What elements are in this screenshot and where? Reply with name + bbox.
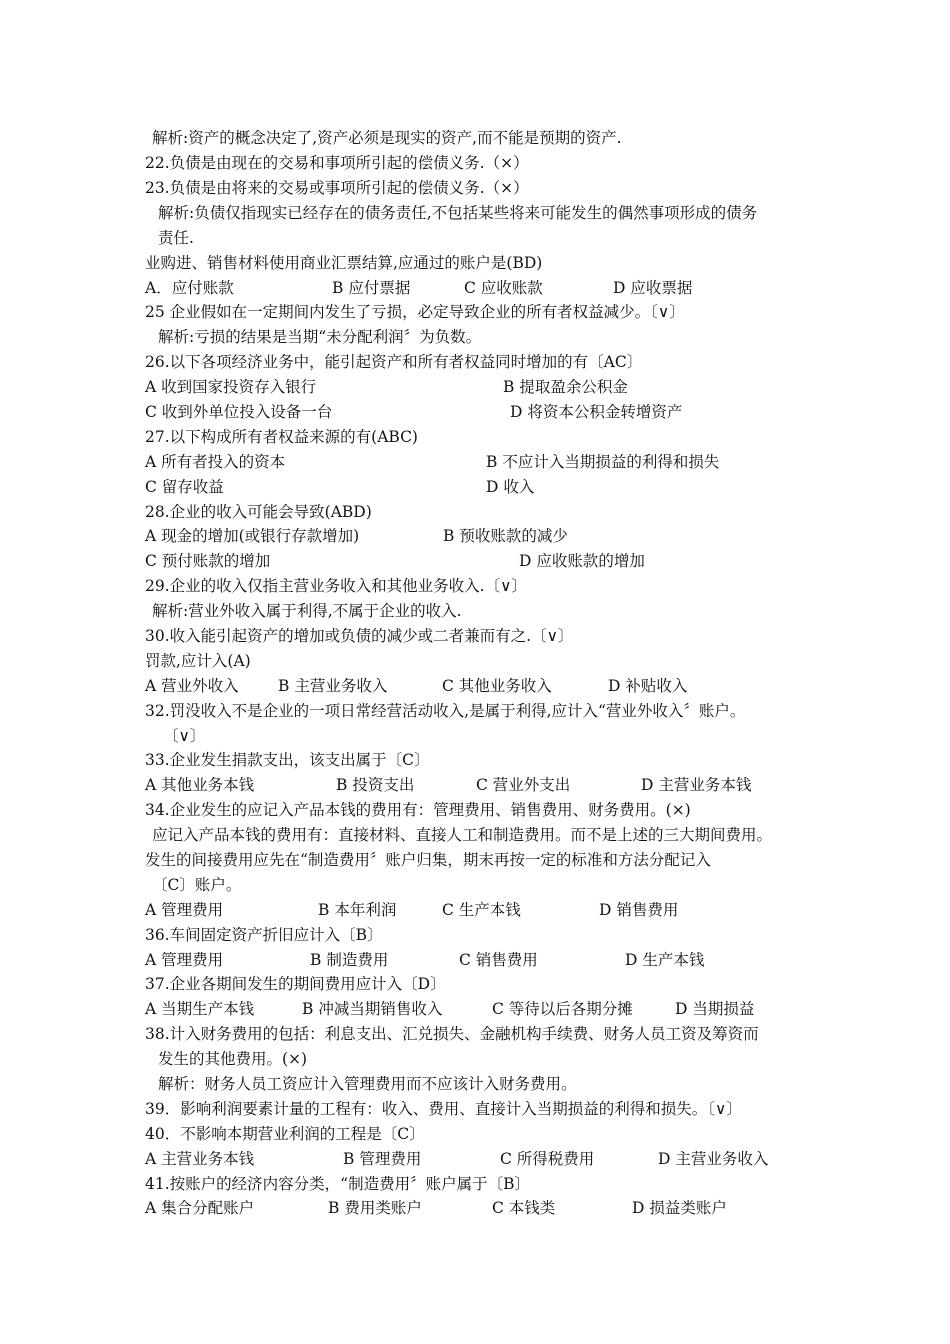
text-line: 28.企业的收入可能会导致(ABD) bbox=[145, 503, 372, 521]
option: A．应付账款 bbox=[145, 279, 234, 297]
option: A 主营业务本钱 bbox=[145, 1150, 255, 1168]
text-line: 发生的间接费用应先在“制造费用〞账户归集，期末再按一定的标准和方法分配记入 bbox=[145, 851, 711, 869]
option: D 收入 bbox=[486, 478, 535, 496]
option: D 补贴收入 bbox=[608, 677, 688, 695]
option: C 本钱类 bbox=[492, 1199, 556, 1217]
option: D 销售费用 bbox=[599, 901, 679, 919]
text-line: 30.收入能引起资产的增加或负债的减少或二者兼而有之.〔∨〕 bbox=[145, 627, 574, 645]
option: A 当期生产本钱 bbox=[145, 1000, 255, 1018]
option: B 费用类账户 bbox=[328, 1199, 422, 1217]
text-line: 38.计入财务费用的包括：利息支出、汇兑损失、金融机构手续费、财务人员工资及筹资而 bbox=[145, 1025, 759, 1043]
option: B 投资支出 bbox=[336, 776, 415, 794]
option: C 销售费用 bbox=[459, 951, 538, 969]
option: C 等待以后各期分摊 bbox=[492, 1000, 633, 1018]
text-line: 〔C〕账户。 bbox=[152, 876, 242, 894]
text-line: 罚款,应计入(A) bbox=[145, 652, 251, 670]
text-line: 41.按账户的经济内容分类，“制造费用〞账户属于〔B〕 bbox=[145, 1175, 530, 1193]
text-line: 36.车间固定资产折旧应计入〔B〕 bbox=[145, 926, 383, 944]
text-line: 26.以下各项经济业务中，能引起资产和所有者权益同时增加的有〔AC〕 bbox=[145, 353, 643, 371]
option: B 制造费用 bbox=[310, 951, 389, 969]
text-line: 34.企业发生的应记入产品本钱的费用有：管理费用、销售费用、财务费用。(×) bbox=[145, 801, 691, 819]
text-line: 〔∨〕 bbox=[163, 727, 206, 745]
option: B 管理费用 bbox=[343, 1150, 422, 1168]
option: D 应收账款的增加 bbox=[519, 552, 645, 570]
option: C 生产本钱 bbox=[442, 901, 521, 919]
option: A 管理费用 bbox=[145, 901, 224, 919]
option: A 集合分配账户 bbox=[145, 1199, 255, 1217]
option: B 主营业务收入 bbox=[278, 677, 388, 695]
option: A 收到国家投资存入银行 bbox=[145, 378, 317, 396]
option: A 其他业务本钱 bbox=[145, 776, 255, 794]
option: A 现金的增加(或银行存款增加) bbox=[145, 527, 360, 545]
text-line: 32.罚没收入不是企业的一项日常经营活动收入,是属于利得,应计入“营业外收入〞账户。 bbox=[145, 702, 746, 720]
option: C 所得税费用 bbox=[500, 1150, 595, 1168]
text-line: 27.以下构成所有者权益来源的有(ABC) bbox=[145, 428, 418, 446]
text-line: 解析:负债仅指现实已经存在的债务责任,不包括某些将来可能发生的偶然事项形成的债务 bbox=[158, 204, 758, 222]
text-line: 解析:营业外收入属于利得,不属于企业的收入. bbox=[152, 602, 462, 620]
option: D 应收票据 bbox=[613, 279, 693, 297]
option: B 不应计入当期损益的利得和损失 bbox=[486, 453, 720, 471]
option: D 当期损益 bbox=[675, 1000, 755, 1018]
text-line: 应记入产品本钱的费用有：直接材料、直接人工和制造费用。而不是上述的三大期间费用。 bbox=[152, 826, 773, 844]
option: C 收到外单位投入设备一台 bbox=[145, 403, 333, 421]
option: A 管理费用 bbox=[145, 951, 224, 969]
text-line: 业购进、销售材料使用商业汇票结算,应通过的账户是(BD) bbox=[145, 254, 543, 272]
text-line: 责任. bbox=[158, 229, 194, 247]
option: A 营业外收入 bbox=[145, 677, 239, 695]
option: D 将资本公积金转增资产 bbox=[510, 403, 683, 421]
text-line: 23.负债是由将来的交易或事项所引起的偿债义务.（×） bbox=[145, 179, 529, 197]
option: C 其他业务收入 bbox=[442, 677, 552, 695]
option: B 提取盈余公积金 bbox=[503, 378, 628, 396]
option: C 营业外支出 bbox=[476, 776, 571, 794]
option: B 应付票据 bbox=[332, 279, 411, 297]
text-line: 40．不影响本期营业利润的工程是〔C〕 bbox=[145, 1125, 425, 1143]
option: C 应收账款 bbox=[464, 279, 543, 297]
option: D 主营业务本钱 bbox=[641, 776, 752, 794]
option: D 生产本钱 bbox=[625, 951, 705, 969]
option: C 预付账款的增加 bbox=[145, 552, 271, 570]
text-line: 22.负债是由现在的交易和事项所引起的偿债义务.（×） bbox=[145, 154, 529, 172]
option: B 预收账款的减少 bbox=[443, 527, 568, 545]
text-line: 37.企业各期间发生的期间费用应计入〔D〕 bbox=[145, 975, 446, 993]
option: B 冲减当期销售收入 bbox=[302, 1000, 443, 1018]
text-line: 29.企业的收入仅指主营业务收入和其他业务收入.〔∨〕 bbox=[145, 577, 527, 595]
option: B 本年利润 bbox=[318, 901, 397, 919]
text-line: 25 企业假如在一定期间内发生了亏损，必定导致企业的所有者权益减少。〔∨〕 bbox=[145, 303, 685, 321]
option: D 主营业务收入 bbox=[658, 1150, 769, 1168]
option: C 留存收益 bbox=[145, 478, 224, 496]
option: A 所有者投入的资本 bbox=[145, 453, 286, 471]
text-line: 发生的其他费用。(×) bbox=[158, 1050, 308, 1068]
text-line: 33.企业发生捐款支出，该支出属于〔C〕 bbox=[145, 751, 430, 769]
option: D 损益类账户 bbox=[632, 1199, 727, 1217]
text-line: 解析:亏损的结果是当期“未分配利润〞为负数。 bbox=[158, 328, 482, 346]
text-line: 解析:资产的概念决定了,资产必须是现实的资产,而不能是预期的资产. bbox=[152, 129, 622, 147]
text-line: 39．影响利润要素计量的工程有：收入、费用、直接计入当期损益的利得和损失。〔∨〕 bbox=[145, 1100, 742, 1118]
text-line: 解析：财务人员工资应计入管理费用而不应该计入财务费用。 bbox=[158, 1075, 577, 1093]
